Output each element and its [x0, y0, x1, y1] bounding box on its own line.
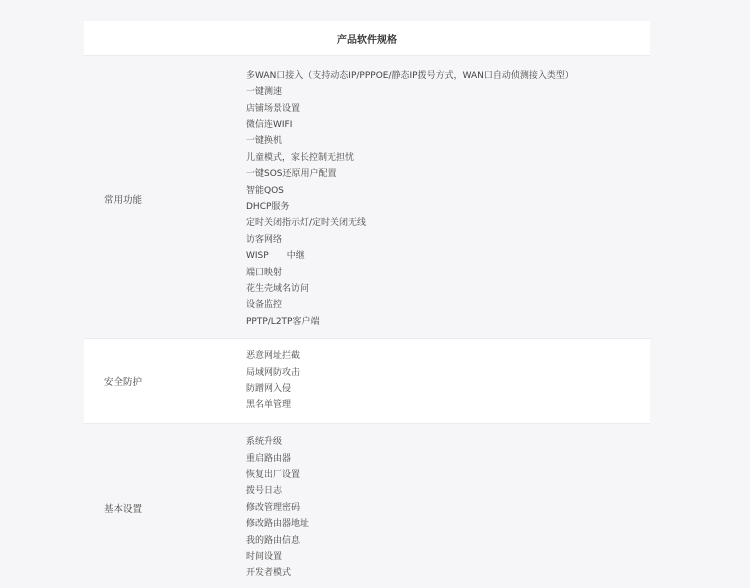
feature-item: 防蹭网入侵	[246, 384, 292, 394]
feature-item: 花生壳域名访问	[246, 283, 310, 294]
feature-item: 系统升级	[246, 437, 283, 448]
feature-item: 智能QOS	[246, 185, 284, 196]
feature-item: 端口映射	[246, 267, 283, 278]
spec-section-basic	[84, 423, 650, 588]
feature-item: 局域网防攻击	[246, 367, 301, 378]
feature-item: 时间设置	[246, 551, 283, 562]
feature-item: DHCP服务	[246, 202, 290, 212]
feature-item: 店铺场景设置	[246, 103, 301, 114]
table-title: 产品软件规格	[84, 21, 650, 55]
feature-item: 一键SOS还原用户配置	[246, 169, 337, 180]
feature-item: 微信连WIFI	[246, 120, 293, 131]
feature-item: 设备监控	[246, 300, 283, 311]
section-category: 基本设置	[104, 504, 143, 515]
feature-item: 我的路由信息	[246, 535, 301, 546]
feature-item: 多WAN口接入（支持动态IP/PPPOE/静态IP拨号方式，WAN口自动侦测接入类型）	[246, 70, 574, 81]
spec-table	[84, 21, 650, 588]
feature-item: 定时关闭指示灯/定时关闭无线	[246, 218, 367, 229]
feature-item: WISP 中继	[246, 251, 305, 262]
section-category: 安全防护	[104, 377, 143, 388]
feature-item: 开发者模式	[246, 568, 292, 579]
feature-item: 拨号日志	[246, 486, 283, 497]
feature-list	[246, 68, 650, 330]
feature-list	[246, 434, 650, 582]
feature-item: 重启路由器	[246, 453, 292, 464]
feature-item: 一键测速	[246, 87, 283, 98]
feature-item: 访客网络	[246, 234, 283, 245]
feature-list	[246, 348, 650, 414]
spec-section-common	[84, 55, 650, 338]
feature-item: 黑名单管理	[246, 400, 292, 411]
feature-item: 修改管理密码	[246, 502, 301, 513]
feature-item: 修改路由器地址	[246, 519, 310, 530]
section-category: 常用功能	[104, 195, 143, 206]
feature-item: PPTP/L2TP客户端	[246, 316, 320, 327]
feature-item: 恢复出厂设置	[246, 470, 301, 481]
feature-item: 儿童模式，家长控制无担忧	[246, 152, 355, 163]
feature-item: 一键换机	[246, 136, 283, 147]
feature-item: 恶意网址拦截	[246, 351, 301, 362]
spec-section-security	[84, 338, 650, 423]
